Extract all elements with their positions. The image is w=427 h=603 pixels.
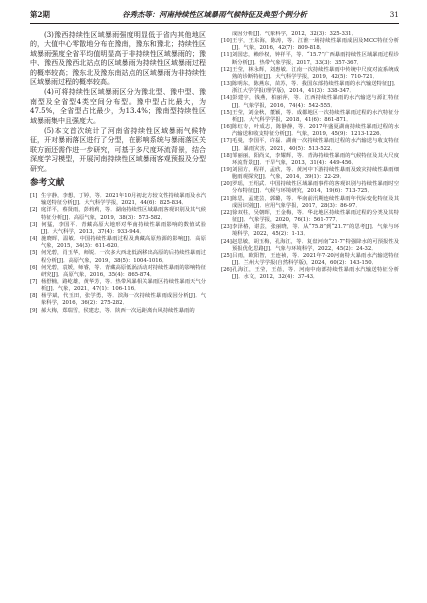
reference-number: [13] bbox=[221, 81, 232, 88]
reference-text: 刘国忠，赖珍权，钟祥平，等．“15.7”广西暴雨持续性区域暴雨过程诊断分析[J]．热带气象学报，2017，33(3)：357-367． bbox=[232, 52, 399, 66]
reference-entry bbox=[221, 224, 399, 238]
reference-number: [3] bbox=[30, 221, 38, 228]
reference-text: 成因分析[J]．气象科学，2012，32(3)：325-331． bbox=[232, 31, 357, 37]
references-heading: 参考文献 bbox=[30, 178, 65, 189]
reference-number: [20] bbox=[221, 181, 232, 188]
reference-text: 王宇，王东海，陈涛，等．江淮一场持续性暴雨成因及MCC特征分析[J]．气象，2016，42(7)：809-818． bbox=[232, 38, 399, 52]
reference-entry bbox=[30, 236, 206, 250]
reference-entry bbox=[221, 239, 399, 253]
header-rule bbox=[30, 23, 399, 24]
reference-text: 徐双柱，吴朝晖，王金梅，等．华北地区持续性暴雨过程的分类及其特征[J]．气象学报，2020，76(1)：561-777． bbox=[232, 209, 399, 224]
reference-number: [2] bbox=[30, 207, 38, 214]
issue-number: 第2期 bbox=[30, 10, 50, 19]
reference-number: [4] bbox=[30, 236, 38, 243]
running-title: 谷秀杰等：河南持续性区域暴雨气候特征及典型个例分析 bbox=[122, 10, 307, 19]
reference-text: 赵思敏，胡玉梅，孔海江，等．复盘河南“21·7”特强降水的可预报性及预报优化思路[J]．气象与环境科学，2022，45(2)：24-32． bbox=[232, 238, 399, 252]
reference-entry bbox=[30, 279, 206, 293]
reference-number: [7] bbox=[30, 278, 38, 285]
reference-text: 郝大梅，郑瑞雪，侯建忠，等．陕西一次远距离台风持续性暴雨的 bbox=[41, 307, 195, 314]
reference-number: [24] bbox=[221, 238, 232, 245]
reference-number: [15] bbox=[221, 109, 232, 116]
reference-text: 生宇静，李想，丁婷，等．2021年10月初北方较文性持续暴雨及水汽输送特征分析[J]．大气科学学报，2021，44(6)：825-834． bbox=[41, 193, 206, 207]
reference-entry bbox=[30, 265, 206, 279]
reference-number: [25] bbox=[221, 252, 232, 259]
reference-entry bbox=[221, 181, 399, 195]
reference-text: 陈思，孟建芸，郭璐，等．华南前汛期连续性暴雨年代际变化特征及其成因识别[J]．应用气象学报，2017，28(3)：86-97． bbox=[232, 195, 399, 209]
running-header bbox=[30, 9, 399, 21]
reference-number: [23] bbox=[221, 224, 232, 231]
reference-text: 何光碧，肖玉华，师锐．一次多大西北低涡移出高原的后持续性暴雨过程分析[J]．高原气象，2019，38(5)：1004-1016． bbox=[41, 250, 206, 264]
reference-number: [19] bbox=[221, 166, 232, 173]
reference-entry bbox=[221, 153, 399, 167]
reference-entry bbox=[30, 293, 206, 307]
conclusion-paragraph: (3)豫西持续性区域暴雨强度明显低于省内其他地区的，大值中心零散地分布在豫南，豫东和豫北；持续性区域暴雨强度全省平均值明显高于非持续性区域暴雨的；豫中、豫西及豫西北站点的区域暴雨为持续性区域暴雨过程的概率较高；豫东北及豫东南站点的区域暴雨为非持续性区域暴雨过程的概率较高。 bbox=[30, 31, 206, 87]
reference-text: 罗瑶，王绍武．中国持续性区域暴雨事件的客观识别与持续性暴雨时空分布特征[J]．气候与环境研究，2014，19(6)：713-725． bbox=[232, 181, 399, 195]
conclusion-paragraph: (4)可将持续性区域暴雨区分为豫北型、豫中型、豫南型及全省型4类空间分布型。豫中型占比最大，为47.5%，全省型占比最少，为13.4%；豫南型持续性区域暴雨集中且强度大。 bbox=[30, 88, 206, 125]
reference-entry bbox=[30, 250, 206, 264]
reference-number: [14] bbox=[221, 95, 232, 102]
reference-text: 吕雨，欧阳智，王连祯，等．2021年7·20河南特大暴雨水汽输送特征[J]．兰州大学学报(自然科学版)，2024，60(2)：143-150． bbox=[232, 252, 399, 266]
reference-text: 何光碧，袁媛，师睿，等．青藏高原低涡活动对持续性暴雨的影响特征研究[J]．高原气象，2016，35(4)：865-874． bbox=[41, 264, 206, 278]
reference-number: [18] bbox=[221, 152, 232, 159]
reference-text: 庭洋平，蔡贤雨，彭莉莉，等．湖南持续性区域暴雨客观识别及其气候特征分析[J]．高原气象，2019，38(3)：573-582． bbox=[41, 207, 206, 221]
reference-text: 何猛，李国平．青藏高原大地形对华南持续性暴雨影响的数值试验[J]．大气科学，2013，37(4)：933-944． bbox=[41, 221, 206, 235]
reference-text: 陈红专，叶成志，陈静静，等．2017年盛夏湖南持续性暴雨过程的水汽输送和收支特征分析[J]．气象，2019，45(9)：1213-1226． bbox=[232, 124, 399, 138]
reference-number: [26] bbox=[221, 267, 232, 274]
reference-entry bbox=[221, 267, 399, 281]
reference-number: [17] bbox=[221, 138, 232, 145]
reference-text: 邹丽丽，阳尚义，李耀辉，等．青海持续性暴雨的气候特征及其大尺度环流背景[J]．干旱气象，2013，31(4)：449-456． bbox=[232, 152, 399, 166]
reference-text: 彭建宇，钱燕，柏丽萍，等．江西持续性暴雨的水汽输送与源汇特征[J]．气象学报，2016，74(4)：542-555． bbox=[232, 95, 399, 109]
reference-number: [12] bbox=[221, 66, 232, 73]
reference-entry bbox=[221, 124, 399, 138]
reference-text: 王莹，林永辉，刘惠敏．江南一次持续性暴雨中传统中尺度对流系统成熟的诊断特征[J]．大气科学学报，2019，42(5)：710-721． bbox=[232, 66, 399, 80]
conclusion-paragraph: (5)本文首次统计了河南省持续性区域暴雨气候特征，开对暴雨落区进行了分型，在影响系统与暴雨落区关联方面还需作进一步研究，可基于多尺度环流背景，结合深度学习模型，开展河南持续性区域暴雨客观预报及分型研究。 bbox=[30, 127, 206, 173]
reference-entry bbox=[30, 193, 206, 207]
left-column bbox=[30, 31, 206, 315]
reference-number: [6] bbox=[30, 264, 38, 271]
reference-entry bbox=[221, 253, 399, 267]
reference-entry bbox=[221, 110, 399, 124]
page-number: 31 bbox=[389, 10, 399, 19]
reference-number: [9] bbox=[30, 307, 38, 314]
reference-entry bbox=[30, 308, 206, 315]
reference-number: [11] bbox=[221, 52, 232, 59]
reference-entry bbox=[221, 52, 399, 66]
reference-number: [10] bbox=[221, 38, 232, 45]
reference-list bbox=[30, 193, 206, 315]
reference-entry bbox=[30, 207, 206, 221]
reference-entry bbox=[30, 222, 206, 236]
reference-entry bbox=[221, 81, 399, 95]
reference-entry bbox=[221, 167, 399, 181]
reference-text: 孔海江，王莹，王蓓，等．河南中南部持续性暴雨水汽输送特征分析[J]．水文，2012，32(4)：37-43． bbox=[232, 267, 399, 281]
reference-number: [21] bbox=[221, 195, 232, 202]
reference-text: 杨舒楠，路屹雄，黄华芳，等．热带风暴相关暴雨区持续性暴雨天气分析[J]．气象，2021，47(1)：106-116． bbox=[41, 278, 206, 293]
reference-text: 刘园方，程祥，孟欣，等．黄河中下游持续性暴雨及致灾持续性暴雨细胞雨观探究[J]．气象，2014，39(1)：22-29． bbox=[232, 166, 399, 181]
reference-number: [16] bbox=[221, 124, 232, 131]
reference-entry bbox=[221, 138, 399, 152]
reference-entry bbox=[221, 210, 399, 224]
reference-number: [22] bbox=[221, 209, 232, 216]
reference-entry bbox=[221, 67, 399, 81]
reference-list bbox=[221, 31, 399, 281]
reference-number: [1] bbox=[30, 193, 38, 200]
reference-text: 杨学斌，代玉田，张学勇，等．滨海一次持续性暴雨成因分析[J]．气象科学，2016，36(2)：275-282． bbox=[41, 293, 206, 307]
reference-entry bbox=[221, 38, 399, 52]
reference-text: 王莹，刘金秋，董颖，等．成都地区一次持续性暴雨过程的水汽特征分析[J]．大气科学学报，2018，41(6)：861-871． bbox=[232, 109, 399, 123]
reference-text: 李泽椿，谌芸，张丽晓，等．从“75.8”到“21.7”的思考[J]．气象与环境科学，2022，45(2)：1-13． bbox=[232, 224, 399, 238]
reference-entry bbox=[221, 95, 399, 109]
reference-text: 陈明东，陈燕东，苗苏，等．我国东部持续性暴雨的水汽输送特征[J]．浙江大学学报(理学版)，2014，41(3)：338-347． bbox=[232, 81, 399, 95]
right-column bbox=[221, 31, 399, 281]
reference-number: [5] bbox=[30, 250, 38, 257]
reference-number: [8] bbox=[30, 293, 38, 300]
reference-text: 施晓晖，温敏．中国持续性暴雨过程及典藏高原热源的影响[J]．高原气象，2015，34(3)：611-620． bbox=[41, 236, 206, 250]
reference-text: 毛曼，李国平，许磊．湖南一次持续性暴雨过程的水汽输送与收支特征[J]．暴雨灾害，2021，40(5)：513-522． bbox=[232, 138, 399, 152]
reference-entry bbox=[221, 196, 399, 210]
